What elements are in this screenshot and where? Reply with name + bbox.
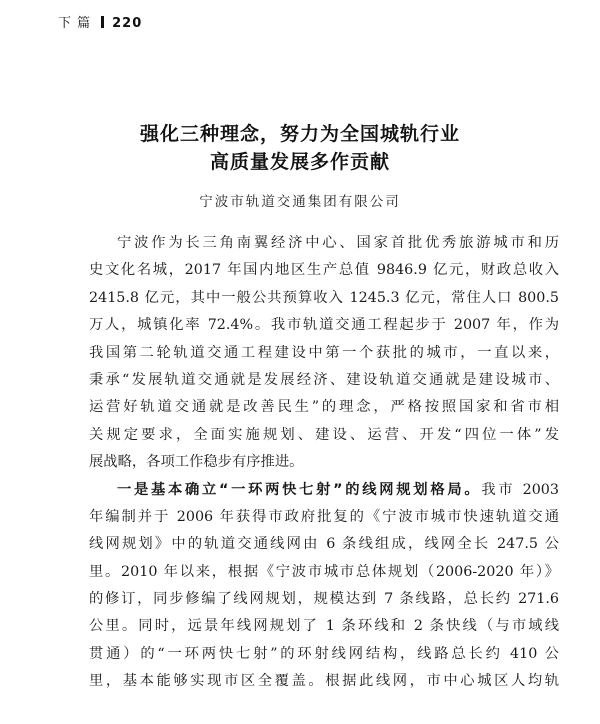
- paragraph-1-line-7: 运营好轨道交通就是改善民生”的理念，严格按照国家和省市相: [89, 399, 559, 416]
- running-header: [58, 12, 142, 31]
- author-line: 宁波市轨道交通集团有限公司: [199, 194, 401, 210]
- section-label: 下 篇: [58, 16, 92, 31]
- paragraph-2-line-4: 里。2010 年以来，根据《宁波市城市总体规划（2006-2020 年）》: [89, 563, 559, 580]
- paragraph-1-line-6: 秉承“发展轨道交通就是发展经济、建设轨道交通就是建设城市、: [89, 371, 559, 388]
- article-title: [0, 120, 600, 176]
- paragraph-2-line-3: 线网规划》中的轨道交通线网由 6 条线组成，线网全长 247.5 公: [89, 536, 559, 553]
- article-body: [89, 230, 559, 696]
- title-line-1: 强化三种理念，努力为全国城轨行业: [139, 123, 460, 145]
- paragraph-2-line-6: 公里。同时，远景年线网规划了 1 条环线和 2 条快线（与市域线: [89, 618, 559, 635]
- paragraph-1-line-3: 2415.8 亿元，其中一般公共预算收入 1245.3 亿元，常住人口 800.5: [89, 289, 559, 306]
- paragraph-2-lead: 一是基本确立“一环两快七射”的线网规划格局。: [117, 481, 482, 498]
- page-number: 220: [112, 16, 143, 31]
- paragraph-2-line-8: 里，基本能够实现市区全覆盖。根据此线网，市中心城区人均轨: [89, 673, 559, 690]
- header-divider: [101, 16, 104, 28]
- paragraph-2-line-1: [89, 477, 559, 504]
- paragraph-2-line-7: 贯通）的“一环两快七射”的环射线网结构，线路总长约 410 公: [89, 645, 559, 662]
- paragraph-1-line-1: 宁波作为长三角南翼经济中心、国家首批优秀旅游城市和历: [117, 235, 559, 251]
- paragraph-1-line-9: 展战略，各项工作稳步有序推进。: [89, 454, 304, 471]
- paragraph-2-line-2: 年编制并于 2006 年获得市政府批复的《宁波市城市快速轨道交通: [89, 508, 559, 525]
- paragraph-1-line-5: 我国第二轮轨道交通工程建设中第一个获批的城市，一直以来，: [89, 344, 559, 361]
- paragraph-2-line-1-text: 我市 2003: [481, 481, 559, 498]
- paragraph-2-line-5: 的修订，同步修编了线网规划，规模达到 7 条线路，总长约 271.6: [89, 591, 559, 608]
- paragraph-1-line-2: 史文化名城，2017 年国内地区生产总值 9846.9 亿元，财政总收入: [89, 262, 559, 279]
- paragraph-1-line-4: 万人，城镇化率 72.4%。我市轨道交通工程起步于 2007 年，作为: [89, 317, 559, 334]
- title-line-2: 高质量发展多作贡献: [209, 151, 390, 173]
- paragraph-1-line-8: 关规定要求，全面实施规划、建设、运营、开发“四位一体”发: [89, 426, 559, 443]
